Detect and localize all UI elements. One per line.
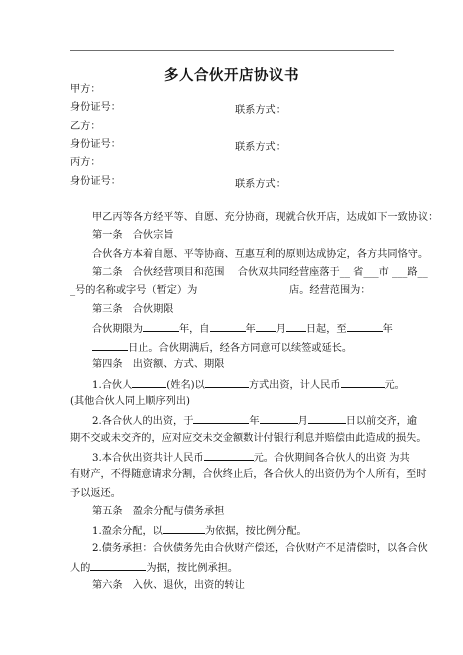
blank-contribution-method	[205, 377, 249, 388]
party-b-contact-label: 联系方式：	[235, 142, 286, 153]
term-text: 年	[382, 324, 393, 335]
blank-term-years	[143, 321, 179, 332]
article-4-item-2	[92, 413, 418, 429]
term-text: 年，自	[178, 324, 210, 335]
item-text: 为依据，按比例分配。	[204, 526, 307, 537]
item-text: 2.各合伙人的出资，于	[92, 416, 194, 427]
article-2-line-2: _号的名称或字号（暂定）为 店。经营范围为：	[70, 285, 371, 296]
blank-partner-name	[132, 377, 166, 388]
blank-end-year	[347, 321, 383, 332]
article-3-heading: 第三条 合伙期限	[92, 304, 174, 315]
blank-contribution-amount	[341, 377, 385, 388]
article-5-item-2-line-1: 2.债务承担：合伙债务先由合伙财产偿还，合伙财产不足清偿时，以各合伙	[92, 543, 428, 554]
item-text: 年	[249, 416, 260, 427]
item-text: 元。合伙期间各合伙人的出资 为共	[253, 453, 410, 464]
article-1-body: 合伙各方本着自愿、平等协商、互惠互利的原则达成协定，各方共同恪守。	[92, 249, 429, 260]
party-b-label: 乙方：	[70, 121, 101, 132]
document-title: 多人合伙开店协议书	[164, 68, 299, 84]
party-c-contact-label: 联系方式：	[235, 179, 286, 190]
term-text: 月	[275, 324, 286, 335]
term-text: 年	[245, 324, 256, 335]
blank-deadline-month	[260, 413, 298, 424]
blank-profit-basis	[163, 523, 205, 534]
item-text: (姓名)以	[166, 380, 205, 391]
party-c-id-label: 身份证号：	[70, 176, 121, 187]
item-text: 元。	[384, 380, 405, 391]
blank-end-date	[92, 340, 128, 351]
article-4-heading: 第四条 出资额、方式、期限	[92, 359, 225, 370]
blank-start-day	[286, 321, 306, 332]
party-c-label: 丙方：	[70, 157, 101, 168]
party-a-contact-label: 联系方式：	[235, 105, 286, 116]
term-text: 合伙期限为	[92, 324, 143, 335]
item-text: 为据，按比例承担。	[146, 563, 239, 574]
blank-start-year	[210, 321, 246, 332]
intro-paragraph: 甲乙丙等各方经平等、自愿、充分协商，现就合伙开店，达成如下一致协议：	[92, 212, 439, 223]
article-6-heading: 第六条 入伙、退伙，出资的转让	[92, 580, 245, 591]
party-b-id-label: 身份证号：	[70, 139, 121, 150]
article-4-item-1	[92, 377, 405, 393]
article-4-item-3	[92, 450, 410, 466]
article-5-item-2-line-2	[70, 560, 395, 576]
party-a-id-label: 身份证号：	[70, 102, 121, 113]
item-text: 月	[297, 416, 308, 427]
term-text: 日止。合伙期满后，经各方同意可以续签或延长。	[128, 343, 353, 354]
article-4-item-3-line-2: 有财产，不得随意请求分割，合伙终止后，各合伙人的出资仍为个人所有，至时	[70, 469, 427, 480]
item-text: 人的	[70, 563, 91, 574]
blank-deadline-year	[193, 413, 249, 424]
item-text: 方式出资，计人民币	[248, 380, 341, 391]
blank-total-contribution	[204, 450, 254, 461]
blank-start-month	[256, 321, 276, 332]
item-text: 日以前交齐，逾	[345, 416, 418, 427]
article-3-line-2	[92, 340, 395, 356]
article-4-item-3-line-3: 予以返还。	[70, 488, 121, 499]
article-5-item-1	[92, 523, 395, 539]
article-4-item-2-line-2: 期不交或未交齐的，应对应交未交金额数计付银行利息并赔偿由此造成的损失。	[70, 433, 427, 444]
article-5-heading: 第五条 盈余分配与债务承担	[92, 506, 225, 517]
party-a-label: 甲方：	[70, 84, 101, 95]
header-rule	[70, 50, 394, 51]
item-text: 1.盈余分配，以	[92, 526, 163, 537]
article-1-heading: 第一条 合伙宗旨	[92, 230, 174, 241]
blank-debt-basis	[90, 560, 146, 571]
article-2-line-1: 第二条 合伙经营项目和范围 合伙双共同经营座落于__ 省___市 ___路__	[92, 267, 428, 278]
item-text: 1.合伙人	[92, 380, 133, 391]
article-4-item-1-note: (其他合伙人同上顺序列出)	[70, 396, 191, 407]
blank-deadline-day	[308, 413, 346, 424]
term-text: 日起，至	[305, 324, 347, 335]
article-3-line-1	[92, 321, 395, 337]
item-text: 3.本合伙出资共计人民币	[92, 453, 204, 464]
